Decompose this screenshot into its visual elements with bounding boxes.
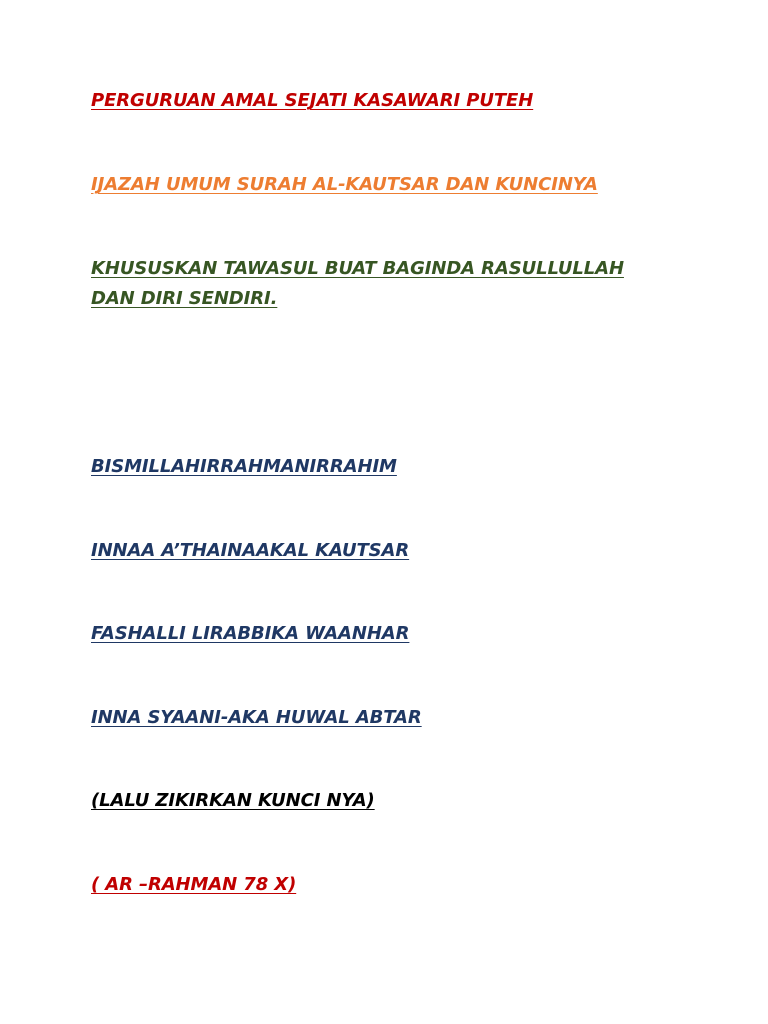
document-title: PERGURUAN AMAL SEJATI KASAWARI PUTEH	[91, 90, 534, 111]
document-subtitle: IJAZAH UMUM SURAH AL-KAUTSAR DAN KUNCINYA	[91, 174, 598, 195]
verse-line-2: INNAA A’THAINAAKAL KAUTSAR	[91, 540, 410, 561]
verse-line-4: INNA SYAANI-AKA HUWAL ABTAR	[91, 707, 422, 728]
instruction-line-2: DAN DIRI SENDIRI.	[91, 288, 278, 309]
verse-line-3: FASHALLI LIRABBIKA WAANHAR	[91, 623, 410, 644]
zikir-note: (LALU ZIKIRKAN KUNCI NYA)	[91, 790, 375, 811]
zikir-key: ( AR –RAHMAN 78 X)	[91, 874, 297, 895]
verse-line-1: BISMILLAHIRRAHMANIRRAHIM	[91, 456, 397, 477]
instruction-line-1: KHUSUSKAN TAWASUL BUAT BAGINDA RASULLULLAH	[91, 258, 624, 279]
